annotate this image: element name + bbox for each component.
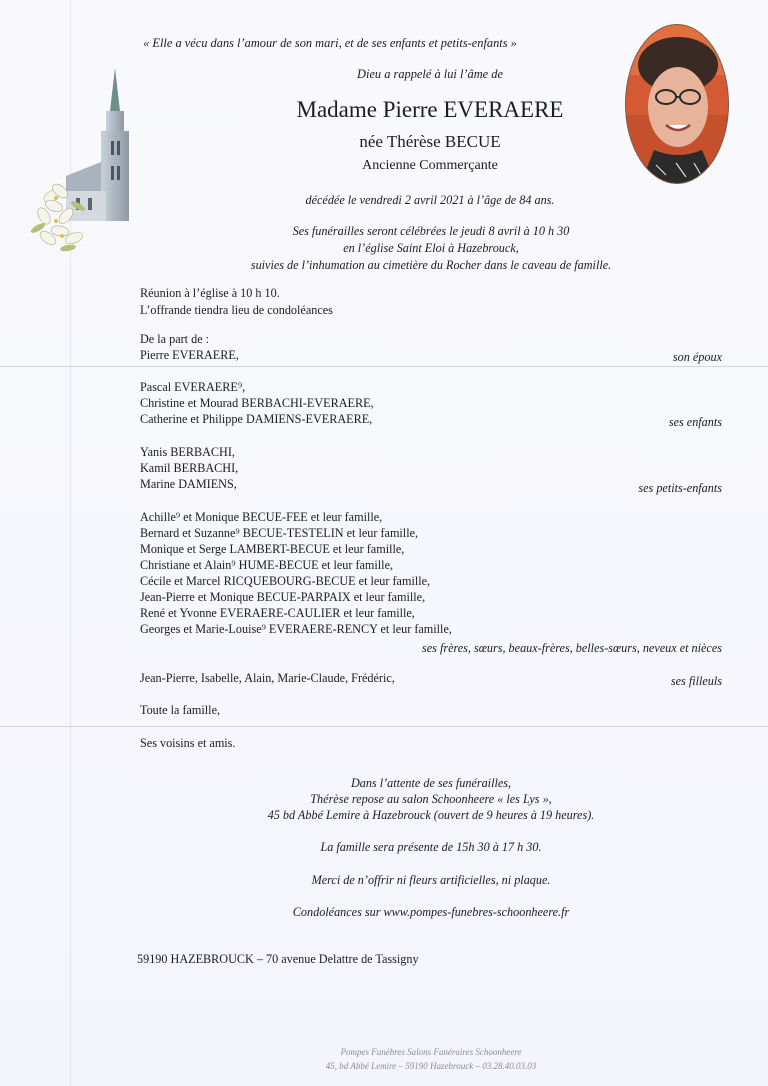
- footer-line-1: Pompes Funèbres Salons Funéraires Schoonheere: [340, 1047, 522, 1057]
- family-name: Marine DAMIENS,: [140, 477, 237, 491]
- family-name: René et Yvonne EVERAERE-CAULIER et leur famille,: [140, 606, 415, 620]
- family-name: Pascal EVERAERE⁹,: [140, 380, 246, 394]
- family-name: Achille⁹ et Monique BECUE-FEE et leur famille,: [140, 510, 383, 524]
- quote: « Elle a vécu dans l’amour de son mari, et de ses enfants et petits-enfants »: [143, 36, 517, 50]
- family-name: Monique et Serge LAMBERT-BECUE et leur famille,: [140, 542, 405, 556]
- intro-text: Dieu a rappelé à lui l’âme de: [357, 67, 503, 81]
- deceased-name: Madame Pierre EVERAERE: [296, 97, 564, 122]
- meeting-line-1: Réunion à l’église à 10 h 10.: [140, 286, 280, 300]
- relation-label: ses petits-enfants: [638, 481, 722, 495]
- church-illustration: [30, 66, 140, 256]
- relation-label: son époux: [672, 350, 722, 364]
- family-name: Pierre EVERAERE,: [140, 348, 239, 362]
- family-name: Jean-Pierre, Isabelle, Alain, Marie-Claude, Frédéric,: [140, 671, 395, 685]
- family-name: Jean-Pierre et Monique BECUE-PARPAIX et leur famille,: [140, 590, 426, 604]
- family-name: Cécile et Marcel RICQUEBOURG-BECUE et leur famille,: [140, 574, 431, 588]
- address: 59190 HAZEBROUCK – 70 avenue Delattre de Tassigny: [137, 952, 419, 966]
- condolences-link[interactable]: Condoléances sur www.pompes-funebres-schoonheere.fr: [292, 905, 570, 919]
- no-flowers: Merci de n’offrir ni fleurs artificielles, ni plaque.: [311, 873, 551, 887]
- profession: Ancienne Commerçante: [362, 158, 498, 173]
- whole-family: Toute la famille,: [140, 703, 221, 717]
- relation-label: ses filleuls: [670, 674, 722, 688]
- relation-label: ses enfants: [668, 415, 722, 429]
- family-name: Catherine et Philippe DAMIENS-EVERAERE,: [140, 412, 373, 426]
- fold-line: [0, 726, 768, 727]
- funeral-line-2: en l’église Saint Eloi à Hazebrouck,: [343, 241, 519, 255]
- relation-label: ses frères, sœurs, beaux-frères, belles-sœurs, neveux et nièces: [422, 641, 722, 655]
- maiden-name: née Thérèse BECUE: [359, 132, 501, 151]
- rest-line-2: Thérèse repose au salon Schoonheere « les Lys »,: [310, 792, 552, 806]
- fold-line: [0, 366, 768, 367]
- from-label: De la part de :: [140, 332, 210, 346]
- family-name: Georges et Marie-Louise⁹ EVERAERE-RENCY et leur famille,: [140, 622, 452, 636]
- family-name: Bernard et Suzanne⁹ BECUE-TESTELIN et leur famille,: [140, 526, 419, 540]
- family-name: Yanis BERBACHI,: [140, 445, 235, 459]
- family-name: Kamil BERBACHI,: [140, 461, 239, 475]
- funeral-line-3: suivies de l’inhumation au cimetière du Rocher dans le caveau de famille.: [250, 258, 612, 272]
- family-name: Christine et Mourad BERBACHI-EVERAERE,: [140, 396, 374, 410]
- family-present: La famille sera présente de 15h 30 à 17 h 30.: [320, 840, 542, 854]
- rest-line-1: Dans l’attente de ses funérailles,: [350, 776, 512, 790]
- neighbors: Ses voisins et amis.: [140, 736, 236, 750]
- rest-line-3: 45 bd Abbé Lemire à Hazebrouck (ouvert de 9 heures à 19 heures).: [267, 808, 595, 822]
- family-name: Christiane et Alain⁹ HUME-BECUE et leur famille,: [140, 558, 394, 572]
- meeting-line-2: L’offrande tiendra lieu de condoléances: [140, 303, 333, 317]
- funeral-line-1: Ses funérailles seront célébrées le jeudi 8 avril à 10 h 30: [292, 224, 570, 238]
- footer-line-2: 45, bd Abbé Lemire – 59190 Hazebrouck – 03.28.40.03.03: [325, 1061, 537, 1071]
- death-notice: décédée le vendredi 2 avril 2021 à l’âge de 84 ans.: [305, 193, 555, 207]
